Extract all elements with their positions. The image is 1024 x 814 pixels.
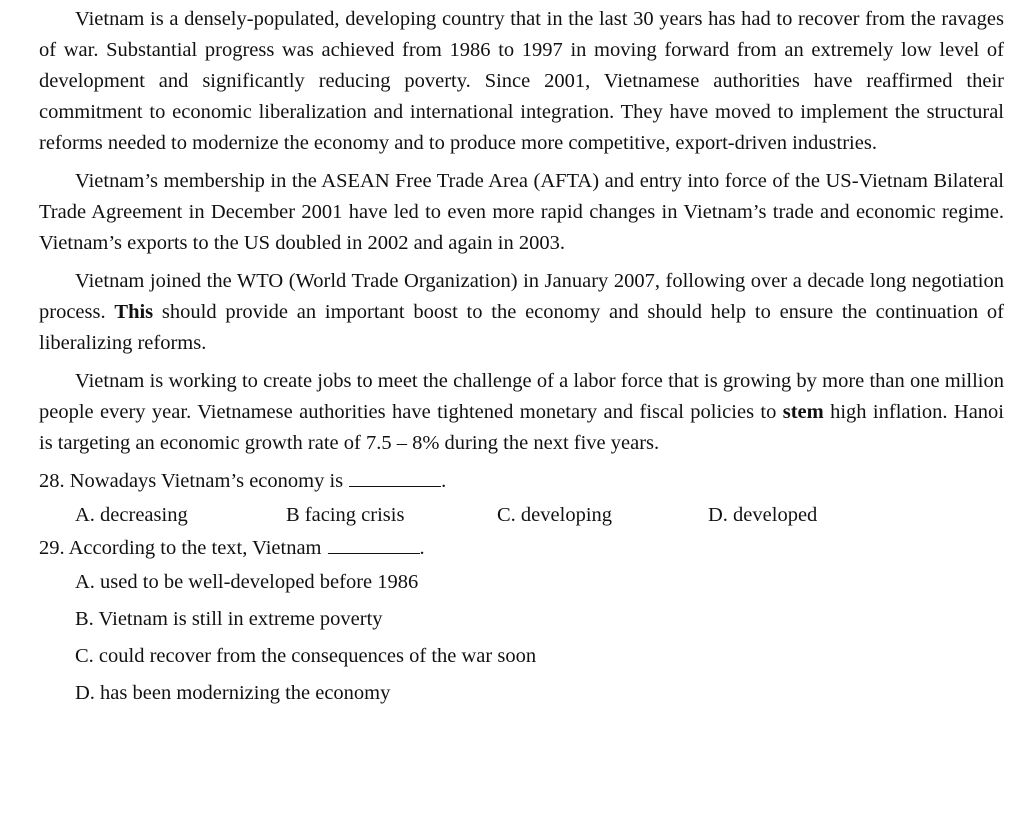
question-28-option-b: B facing crisis xyxy=(286,504,405,526)
paragraph-4-text-start: Vietnam is working to create jobs to meet the challenge of a labor force that is growing by more than one million people every year. Vietnamese authorities have tightened monetary and fiscal policies to xyxy=(39,370,1004,423)
paragraph-4-text-end: high inflation. Hanoi is targeting an economic growth rate of 7.5 – 8% during the next five years. xyxy=(39,401,1004,454)
question-28-end: . xyxy=(441,470,447,492)
paragraph-4-bold-word: stem xyxy=(782,401,824,423)
question-29-option-a: A. used to be well-developed before 1986 xyxy=(75,571,419,593)
question-29-options xyxy=(39,564,1004,712)
passage-paragraph-2 xyxy=(39,166,1004,259)
question-28-options xyxy=(39,497,1004,533)
question-29-end: . xyxy=(419,537,425,559)
question-29 xyxy=(39,533,1004,564)
passage-paragraph-4 xyxy=(39,366,1004,459)
question-28-stem: 28. Nowadays Vietnam’s economy is xyxy=(39,470,344,492)
question-29-blank xyxy=(328,536,420,554)
passage-paragraph-1 xyxy=(39,4,1004,159)
question-29-stem: 29. According to the text, Vietnam xyxy=(39,537,322,559)
paragraph-1-text: Vietnam is a densely-populated, developing country that in the last 30 years has had to recover from the ravages of war. Substantial progress was achieved from 1986 to 1997 in moving forward from an extremely low level of development and significantly reducing poverty. Since 2001, Vietnamese authorities have reaffirmed their commitment to economic liberalization and international integration. They have moved to implement the structural reforms needed to modernize the economy and to produce more competitive, export-driven industries. xyxy=(39,8,1004,154)
passage-paragraph-3 xyxy=(39,266,1004,359)
paragraph-2-text: Vietnam’s membership in the ASEAN Free Trade Area (AFTA) and entry into force of the US-Vietnam Bilateral Trade Agreement in December 2001 have led to even more rapid changes in Vietnam’s trade and economic regime. Vietnam’s exports to the US doubled in 2002 and again in 2003. xyxy=(39,170,1004,254)
paragraph-3-text-start: Vietnam joined the WTO (World Trade Organization) in January 2007, following over a decade long negotiation process. xyxy=(39,270,1004,323)
question-29-option-d: D. has been modernizing the economy xyxy=(75,682,391,704)
question-28-option-a: A. decreasing xyxy=(75,504,188,526)
question-28 xyxy=(39,466,1004,497)
question-29-option-b: B. Vietnam is still in extreme poverty xyxy=(75,608,383,630)
question-28-blank xyxy=(349,469,441,487)
question-28-option-d: D. developed xyxy=(708,504,818,526)
paragraph-3-text-end: should provide an important boost to the economy and should help to ensure the continuation of liberalizing reforms. xyxy=(39,301,1005,354)
question-28-option-c: C. developing xyxy=(497,504,613,526)
question-29-option-c: C. could recover from the consequences of the war soon xyxy=(75,645,537,667)
paragraph-3-bold-word: This xyxy=(114,301,154,323)
